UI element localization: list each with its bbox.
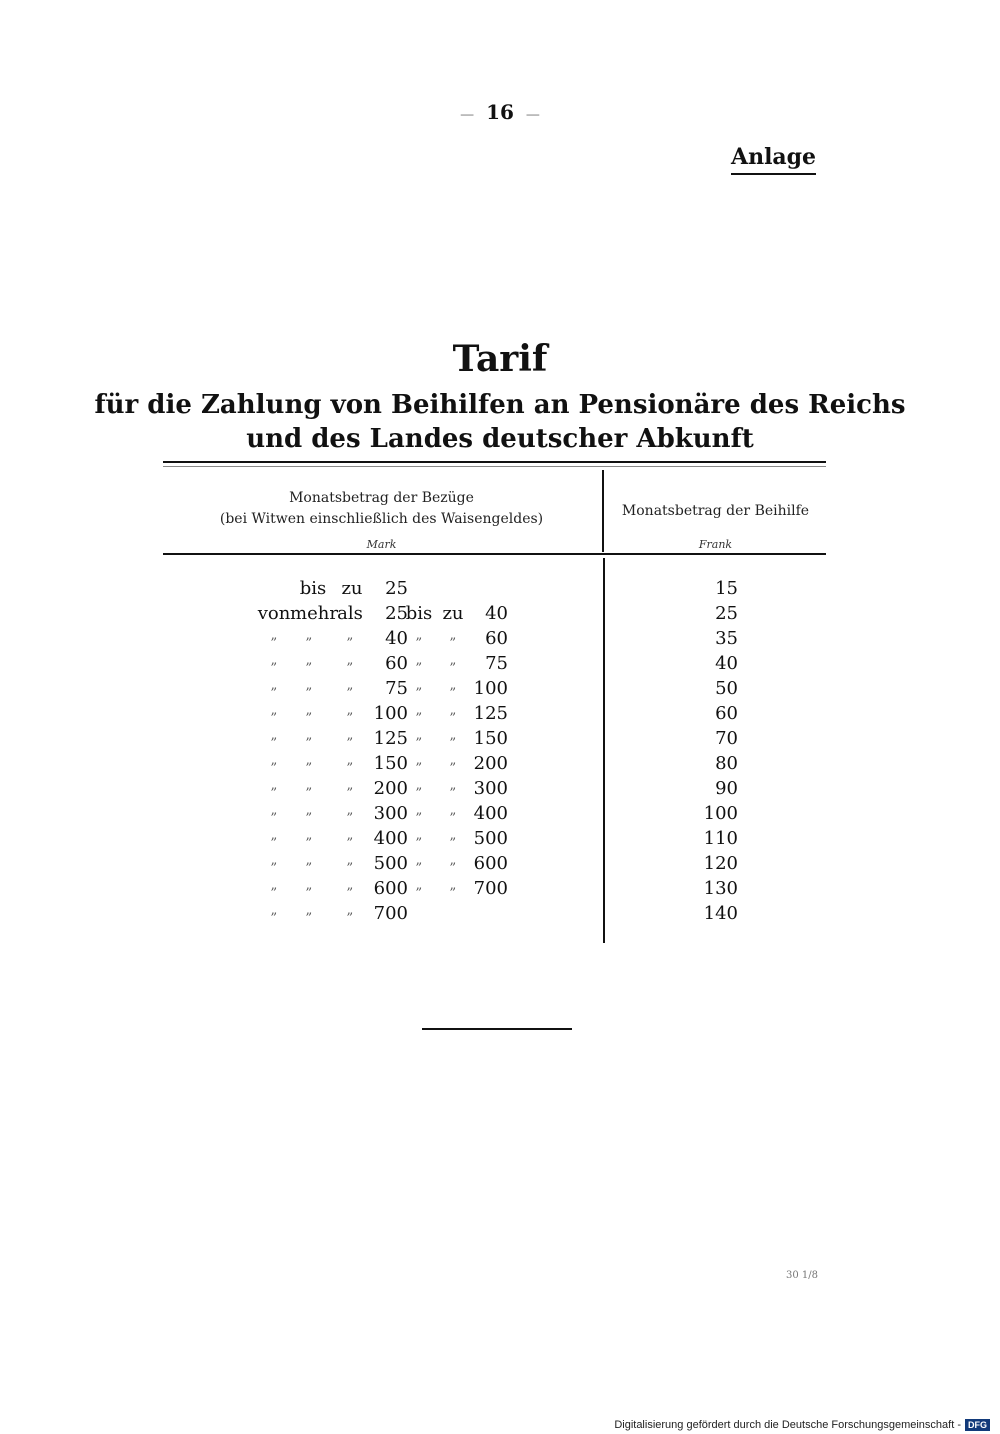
ditto-mark: „ <box>449 778 457 793</box>
bis-word: bis <box>405 603 433 624</box>
ditto-mark: „ <box>415 803 423 818</box>
lower-limit: 500 <box>373 853 408 874</box>
upper-limit: 600 <box>473 853 508 874</box>
lower-limit: 60 <box>385 653 408 674</box>
ditto-mark: „ <box>415 678 423 693</box>
left-header-line-2: (bei Witwen einschließlich des Waisengeldes) <box>219 511 544 527</box>
ditto-mark: „ <box>449 753 457 768</box>
frank-value: 110 <box>703 828 738 849</box>
subtitle-line-2: und des Landes deutscher Abkunft <box>246 424 754 454</box>
upper-limit: 150 <box>473 728 508 749</box>
upper-limit: 40 <box>485 603 508 624</box>
ditto-mark: „ <box>270 903 278 918</box>
lower-limit: 200 <box>373 778 408 799</box>
frank-value: 80 <box>715 753 738 774</box>
dash-left: — <box>460 107 475 123</box>
bis-word: bis <box>299 578 327 599</box>
ditto-mark: „ <box>415 828 423 843</box>
ditto-mark: „ <box>346 903 354 918</box>
ditto-mark: „ <box>270 778 278 793</box>
ditto-mark: „ <box>270 853 278 868</box>
table-top-rule <box>163 461 826 463</box>
anlage-label: Anlage <box>731 144 816 175</box>
table-row <box>0 878 1000 902</box>
ditto-mark: „ <box>270 628 278 643</box>
upper-limit: 60 <box>485 628 508 649</box>
frank-value: 140 <box>703 903 738 924</box>
ditto-mark: „ <box>305 703 313 718</box>
ditto-mark: „ <box>415 778 423 793</box>
frank-value: 50 <box>715 678 738 699</box>
dfg-logo: DFG <box>965 1419 990 1431</box>
ditto-mark: „ <box>305 853 313 868</box>
frank-value: 70 <box>715 728 738 749</box>
ditto-mark: „ <box>415 753 423 768</box>
header-bottom-rule <box>163 553 826 555</box>
ditto-mark: „ <box>449 628 457 643</box>
lower-limit: 600 <box>373 878 408 899</box>
margin-scribble: 30 1/8 <box>786 1270 818 1281</box>
left-unit: Mark <box>366 538 397 551</box>
ditto-mark: „ <box>346 703 354 718</box>
table-row <box>0 753 1000 777</box>
ditto-mark: „ <box>346 753 354 768</box>
ditto-mark: „ <box>305 653 313 668</box>
ditto-mark: „ <box>270 653 278 668</box>
ditto-mark: „ <box>415 728 423 743</box>
ditto-mark: „ <box>415 703 423 718</box>
lower-limit: 300 <box>373 803 408 824</box>
ditto-mark: „ <box>415 628 423 643</box>
ditto-mark: „ <box>449 803 457 818</box>
ditto-mark: „ <box>346 878 354 893</box>
ditto-mark: „ <box>346 628 354 643</box>
ditto-mark: „ <box>305 778 313 793</box>
ditto-mark: „ <box>270 678 278 693</box>
ditto-mark: „ <box>270 803 278 818</box>
upper-limit: 200 <box>473 753 508 774</box>
ditto-mark: „ <box>415 878 423 893</box>
ditto-mark: „ <box>346 853 354 868</box>
dash-right: — <box>525 107 540 123</box>
upper-limit: 75 <box>485 653 508 674</box>
ditto-mark: „ <box>449 678 457 693</box>
table-row <box>0 903 1000 927</box>
footer-credit <box>614 1419 990 1431</box>
table-row <box>0 703 1000 727</box>
ditto-mark: „ <box>270 703 278 718</box>
table-row <box>0 578 1000 602</box>
table-row <box>0 778 1000 802</box>
header-divider <box>602 470 604 552</box>
ditto-mark: „ <box>449 828 457 843</box>
frank-value: 35 <box>715 628 738 649</box>
ditto-mark: „ <box>305 828 313 843</box>
ditto-mark: „ <box>305 803 313 818</box>
ditto-mark: „ <box>449 728 457 743</box>
table-row <box>0 728 1000 752</box>
frank-value: 120 <box>703 853 738 874</box>
table-row <box>0 853 1000 877</box>
frank-value: 130 <box>703 878 738 899</box>
table-row <box>0 803 1000 827</box>
ditto-mark: „ <box>346 653 354 668</box>
left-header-line-1: Monatsbetrag der Bezüge <box>289 490 474 506</box>
ditto-mark: „ <box>449 853 457 868</box>
table-row <box>0 603 1000 627</box>
frank-value: 15 <box>715 578 738 599</box>
frank-value: 40 <box>715 653 738 674</box>
lower-limit: 40 <box>385 628 408 649</box>
ditto-mark: „ <box>346 803 354 818</box>
zu-word: zu <box>442 603 464 624</box>
page-number-value: 16 <box>486 100 514 124</box>
ditto-mark: „ <box>346 828 354 843</box>
ditto-mark: „ <box>449 878 457 893</box>
frank-value: 90 <box>715 778 738 799</box>
table-row <box>0 678 1000 702</box>
lower-limit: 25 <box>385 603 408 624</box>
ditto-mark: „ <box>270 728 278 743</box>
ditto-mark: „ <box>449 653 457 668</box>
ditto-mark: „ <box>305 628 313 643</box>
upper-limit: 300 <box>473 778 508 799</box>
table-row <box>0 628 1000 652</box>
closing-rule <box>422 1028 572 1030</box>
ditto-mark: „ <box>305 903 313 918</box>
upper-limit: 100 <box>473 678 508 699</box>
ditto-mark: „ <box>415 653 423 668</box>
ditto-mark: „ <box>270 878 278 893</box>
page-number <box>0 100 1000 124</box>
footer-text: Digitalisierung gefördert durch die Deutsche Forschungsgemeinschaft - <box>614 1419 961 1431</box>
upper-limit: 125 <box>473 703 508 724</box>
ditto-mark: „ <box>346 728 354 743</box>
ditto-mark: „ <box>305 678 313 693</box>
frank-value: 25 <box>715 603 738 624</box>
upper-limit: 700 <box>473 878 508 899</box>
lower-limit: 100 <box>373 703 408 724</box>
ditto-mark: „ <box>305 753 313 768</box>
ditto-mark: „ <box>305 878 313 893</box>
ditto-mark: „ <box>346 678 354 693</box>
ditto-mark: „ <box>270 753 278 768</box>
upper-limit: 25 <box>385 578 408 599</box>
als-word: als <box>337 603 363 624</box>
subtitle-line-1: für die Zahlung von Beihilfen an Pensionäre des Reichs <box>94 390 906 420</box>
ditto-mark: „ <box>305 728 313 743</box>
right-header: Monatsbetrag der Beihilfe <box>621 503 810 519</box>
lower-limit: 75 <box>385 678 408 699</box>
document-title: Tarif <box>452 338 548 380</box>
lower-limit: 150 <box>373 753 408 774</box>
lower-limit: 700 <box>373 903 408 924</box>
frank-value: 100 <box>703 803 738 824</box>
mehr-word: mehr <box>290 603 338 624</box>
lower-limit: 400 <box>373 828 408 849</box>
upper-limit: 500 <box>473 828 508 849</box>
ditto-mark: „ <box>270 828 278 843</box>
von-word: von <box>257 603 291 624</box>
right-unit: Frank <box>698 538 733 551</box>
frank-value: 60 <box>715 703 738 724</box>
table-top-rule-thin <box>163 466 826 467</box>
table-row <box>0 653 1000 677</box>
ditto-mark: „ <box>449 703 457 718</box>
upper-limit: 400 <box>473 803 508 824</box>
table-row <box>0 828 1000 852</box>
ditto-mark: „ <box>346 778 354 793</box>
ditto-mark: „ <box>415 853 423 868</box>
lower-limit: 125 <box>373 728 408 749</box>
zu-word: zu <box>341 578 363 599</box>
